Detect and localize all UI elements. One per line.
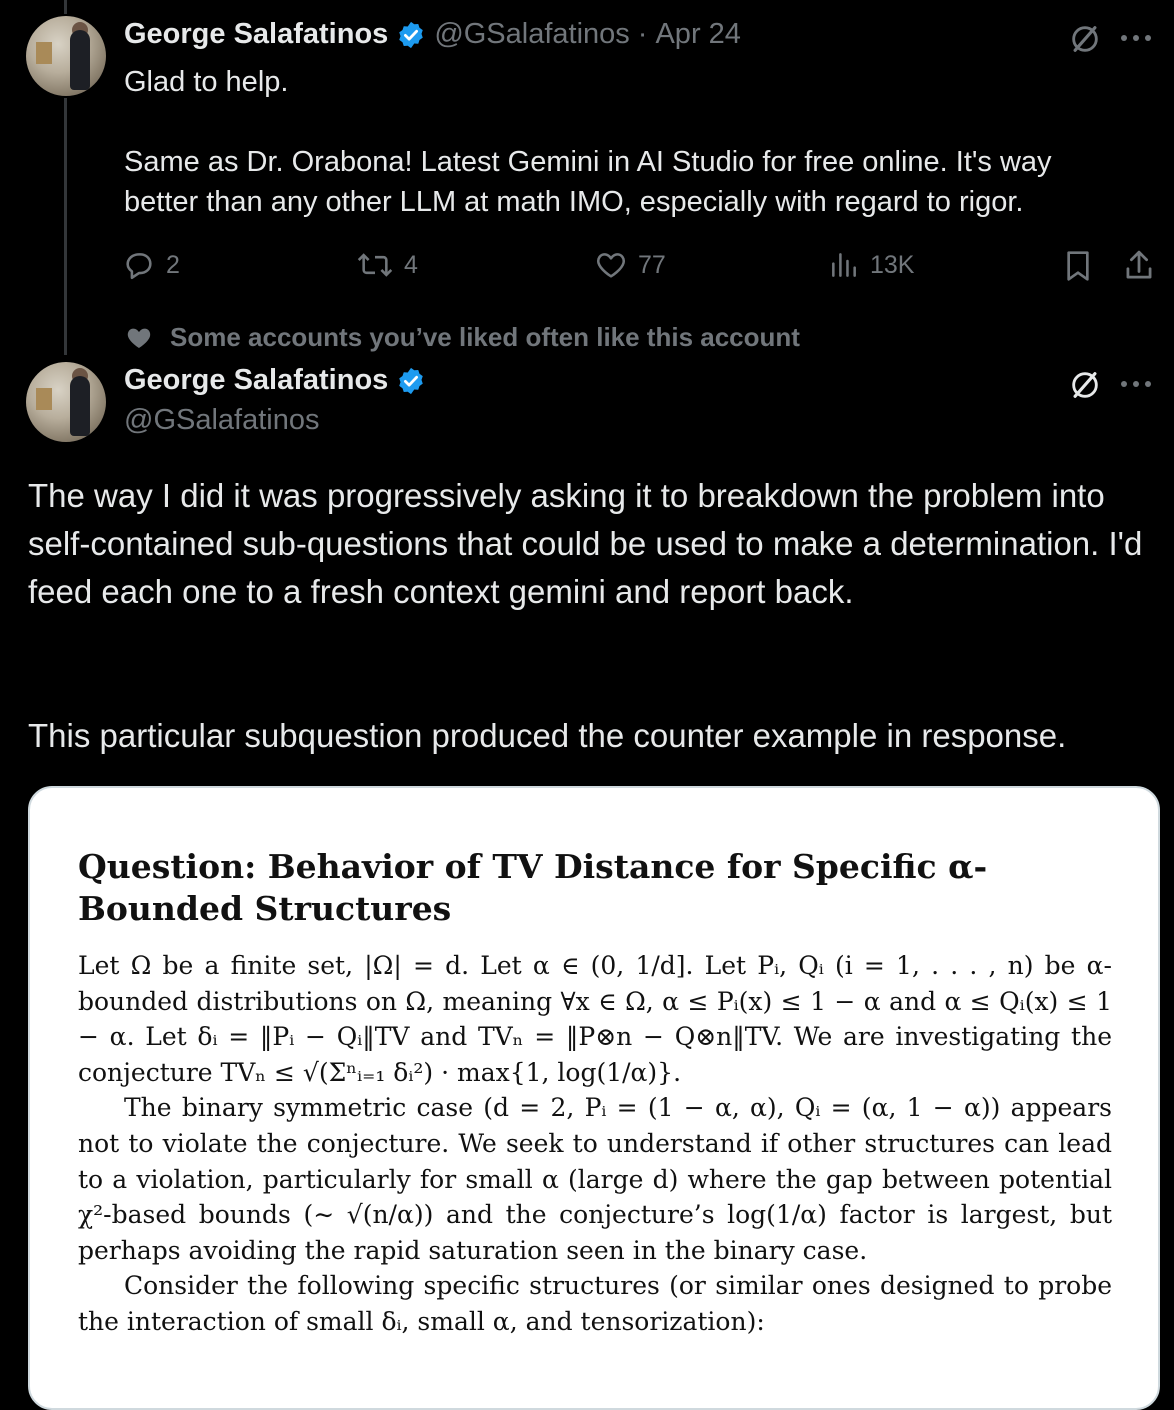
- reply-icon: [122, 248, 156, 282]
- paper-paragraph-2: The binary symmetric case (d = 2, Pᵢ = (1 − α, α), Qᵢ = (α, 1 − α)) appears not to violate the conjecture. We seek to understand if other structures can lead to a violation, particularly for small α (large d) where the gap between potential χ²-based bounds (∼ √(n/α)) and the conjecture’s log(1/α) factor is largest, but perhaps avoiding the rapid saturation seen in the binary case.: [78, 1093, 1112, 1265]
- verified-badge-icon: [396, 366, 426, 396]
- views-count: 13K: [870, 250, 915, 279]
- social-context: [124, 322, 800, 353]
- date-separator: ·: [637, 18, 648, 50]
- repost-button[interactable]: [356, 248, 418, 282]
- attached-image[interactable]: [28, 786, 1160, 1410]
- more-options-icon[interactable]: [1118, 30, 1154, 46]
- more-options-icon[interactable]: [1118, 376, 1154, 392]
- paper-title: Question: Behavior of TV Distance for Specific α-Bounded Structures: [78, 847, 988, 928]
- reply-count: 2: [166, 250, 180, 279]
- tweet2-para2: This particular subquestion produced the counter example in response.: [28, 717, 1067, 754]
- repost-icon: [356, 248, 394, 282]
- author-name[interactable]: George Salafatinos: [124, 364, 389, 396]
- avatar[interactable]: [26, 362, 106, 442]
- repost-count: 4: [404, 250, 418, 279]
- grok-icon[interactable]: [1068, 22, 1102, 56]
- tweet1-text-para2: Same as Dr. Orabona! Latest Gemini in AI Studio for free online. It's way better than any other LLM at math IMO, especially with regard to rigor.: [124, 146, 1052, 218]
- views-button[interactable]: [828, 248, 914, 282]
- reply-button[interactable]: [122, 248, 180, 282]
- tweet2-header: [124, 364, 426, 397]
- tweet2-para1: The way I did it was progressively asking it to breakdown the problem into self-contained sub-questions that could be used to make a determination. I'd feed each one to a fresh context gemini and report back.: [28, 477, 1143, 610]
- avatar[interactable]: [26, 16, 106, 96]
- grok-icon[interactable]: [1068, 368, 1102, 402]
- social-context-text: Some accounts you’ve liked often like this account: [170, 322, 800, 352]
- paper-body: [78, 948, 1112, 1340]
- paper-paragraph-3: Consider the following specific structures (or similar ones designed to probe the interaction of small δᵢ, small α, and tensorization):: [78, 1271, 1112, 1336]
- post-date[interactable]: Apr 24: [655, 18, 741, 50]
- share-icon[interactable]: [1122, 248, 1156, 284]
- like-button[interactable]: [594, 248, 666, 282]
- author-handle[interactable]: @GSalafatinos: [434, 18, 630, 50]
- thread-connector: [64, 98, 67, 355]
- author-handle[interactable]: @GSalafatinos: [124, 404, 320, 436]
- paper-paragraph-1: Let Ω be a finite set, |Ω| = d. Let α ∈ (0, 1/d]. Let Pᵢ, Qᵢ (i = 1, . . . , n) be α-bounded distributions on Ω, meaning ∀x ∈ Ω, α ≤ Pᵢ(x) ≤ 1 − α and α ≤ Qᵢ(x) ≤ 1 − α. Let δᵢ = ‖Pᵢ − Qᵢ‖TV and TVₙ = ‖P⊗n − Q⊗n‖TV. We are investigating the conjecture TVₙ ≤ √(Σⁿᵢ₌₁ δᵢ²) · max{1, log(1/α)}.: [78, 951, 1112, 1087]
- heart-icon: [594, 248, 628, 282]
- verified-badge-icon: [396, 20, 426, 50]
- tweet1-header: [124, 18, 741, 51]
- like-count: 77: [638, 250, 666, 279]
- bookmark-icon[interactable]: [1062, 248, 1094, 284]
- thread-connector-top: [64, 0, 67, 14]
- author-name[interactable]: George Salafatinos: [124, 18, 389, 50]
- heart-filled-icon: [124, 323, 154, 353]
- tweet1-text-line1: Glad to help.: [124, 66, 289, 98]
- views-chart-icon: [828, 248, 860, 282]
